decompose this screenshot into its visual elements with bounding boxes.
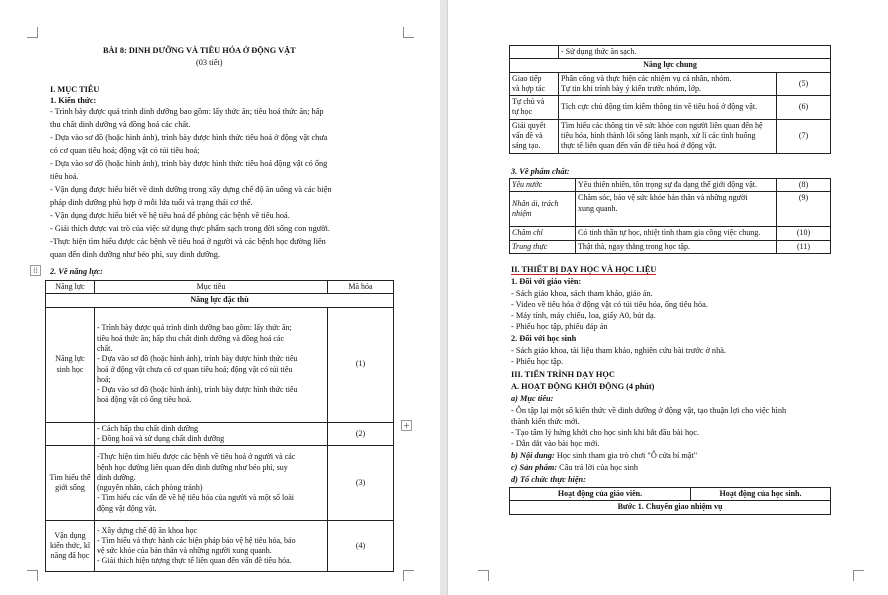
list-item: tiêu hoá. <box>50 172 79 181</box>
table-row <box>510 96 831 120</box>
quality-name <box>510 240 576 253</box>
competency-code: (1) <box>328 307 394 422</box>
text-line: bệnh học đường liên quan đến dinh dưỡng như béo phì, suy <box>97 462 288 472</box>
page-corner-mark <box>853 570 864 581</box>
list-item: - Dựa vào sơ đồ (hoặc hình ảnh), trình bày được hình thức tiêu hoá ở động vật chưa <box>50 133 328 142</box>
competency-name <box>510 72 559 96</box>
competency-goal <box>95 422 328 446</box>
table-section-row: Năng lực đặc thù <box>46 294 394 307</box>
text-line: - Dựa vào sơ đồ (hoặc hình ảnh), trình bày được hình thức tiêu <box>97 385 298 395</box>
competency-name <box>510 96 559 120</box>
competency-code: (3) <box>328 446 394 521</box>
text-line: - Tìm hiểu các vấn đề về hệ tiêu hóa của người và một số loài <box>97 493 295 503</box>
list-item: -Thực hiện tìm hiểu được các bệnh về tiêu hoá ở người và các bệnh học đường liên <box>50 237 326 246</box>
text-line: dinh dưỡng. <box>97 472 136 482</box>
text-line: - Giải thích hiện tượng thực tế liên quan đến vấn đề tiêu hóa. <box>97 556 292 566</box>
text-line: động vật động vật. <box>97 503 157 513</box>
page-corner-mark <box>27 570 38 581</box>
table-header: Năng lực <box>46 281 95 294</box>
text-line: vấn đề và <box>512 131 543 141</box>
activity-heading: A. HOẠT ĐỘNG KHỞI ĐỘNG (4 phút) <box>511 382 655 391</box>
section-heading: II. THIẾT BỊ DẠY HỌC VÀ HỌC LIỆU <box>511 265 657 274</box>
competency-goal <box>95 307 328 422</box>
quality-code: (8) <box>777 179 831 192</box>
competency-name: Năng lực sinh học <box>46 307 95 422</box>
table-section-row: Năng lực chung <box>510 59 831 72</box>
lesson-title: BÀI 8: DINH DƯỠNG VÀ TIÊU HÓA Ở ĐỘNG VẬT <box>103 46 296 55</box>
list-item: - Dựa vào sơ đồ (hoặc hình ảnh), trình bày được hình thức tiêu hoá động vật có ống <box>50 159 328 168</box>
competency-code: (5) <box>777 72 831 96</box>
page-corner-mark <box>403 570 414 581</box>
text-line: Có tinh thần tự học, nhiệt tình tham gia công việc chung. <box>578 228 761 238</box>
text-line: Trung thực <box>512 241 548 251</box>
table-row <box>46 446 394 521</box>
text-line: hoá; <box>97 374 111 384</box>
text-line: Tự tin khi trình bày ý kiến trước nhóm, lớp. <box>561 83 702 93</box>
list-item: thu chất dinh dưỡng và đồng hoá các chất. <box>50 120 191 129</box>
list-item: thành kiến thức mới. <box>511 417 580 426</box>
text-line: thực tế liên quan đến vấn đề tiêu hoá ở động vật. <box>561 141 717 151</box>
competency-goal <box>95 521 328 572</box>
text-line: Tự chủ và <box>512 97 545 107</box>
product-line: c) Sản phẩm: Câu trả lời của học sinh <box>511 463 638 472</box>
text-line: (nguyên nhân, cách phòng tránh) <box>97 483 203 493</box>
list-item: - Máy tính, máy chiếu, loa, giấy A0, bút dạ. <box>511 311 656 320</box>
list-item: có cơ quan tiêu hoá; động vật có túi tiêu hoá; <box>50 146 200 155</box>
text-line: nhiệm <box>512 209 532 219</box>
add-row-handle[interactable]: + <box>401 420 412 431</box>
subsection-heading: 1. Đối với giáo viên: <box>511 277 582 286</box>
text-line: hoá ở động vật chưa có cơ quan tiêu hoá; động vật có túi tiêu <box>97 364 293 374</box>
subsection-heading: 3. Về phẩm chất: <box>511 167 570 176</box>
text-line: - Cách hấp thu chất dinh dưỡng <box>97 423 198 433</box>
list-item: - Vận dụng được hiểu biết về hệ tiêu hoá để phòng các bệnh về tiêu hoá. <box>50 211 290 220</box>
competency-goal <box>559 119 777 153</box>
competency-name: Tìm hiểu thế giới sống <box>46 446 95 521</box>
text-line: Thật thà, ngay thẳng trong học tập. <box>578 241 690 251</box>
competency-name <box>510 119 559 153</box>
quality-code: (9) <box>777 192 831 227</box>
text-line: và hợp tác <box>512 83 546 93</box>
text-line: - Dựa vào sơ đồ (hoặc hình ảnh), trình bày được hình thức tiêu <box>97 354 298 364</box>
table-row <box>510 119 831 153</box>
text-line: chất. <box>97 344 113 353</box>
text-line: -Thực hiện tìm hiểu được các bệnh về tiêu hoá ở người và các <box>97 452 296 462</box>
section-heading: III. TIẾN TRÌNH DẠY HỌC <box>511 370 615 379</box>
text-line: vệ sức khỏe của bản thân và những người xung quanh. <box>97 546 272 556</box>
table-move-handle[interactable]: ⁞⁞ <box>30 265 41 276</box>
quality-goal <box>576 179 777 192</box>
list-item: - Dẫn dắt vào bài học mới. <box>511 439 600 448</box>
text-line: Nhân ái, trách <box>512 199 559 208</box>
text-line: Chăm chỉ <box>512 228 543 238</box>
text-line: hoá động vật có ống tiêu hoá. <box>97 395 192 405</box>
section-heading: I. MỤC TIÊU <box>50 85 100 94</box>
general-competency-table <box>509 45 831 154</box>
page-corner-mark <box>403 27 414 38</box>
list-item: quan đến dinh dưỡng như béo phì, suy dinh dưỡng. <box>50 250 220 259</box>
subsection-heading: 2. Đối với học sinh <box>511 334 577 343</box>
text-line: - Tìm hiểu và thực hành các biện pháp bảo vệ hệ tiêu hóa, bảo <box>97 535 296 545</box>
subsection-heading: 2. Về năng lực: <box>50 267 103 276</box>
subsection-heading: 1. Kiến thức: <box>50 96 97 105</box>
page-gutter <box>440 0 448 595</box>
table-step-row: Bước 1. Chuyển giao nhiệm vụ <box>510 501 831 514</box>
text-line: - Đồng hoá và sử dụng chất dinh dưỡng <box>97 433 225 443</box>
quality-name <box>510 227 576 240</box>
list-item: - Tạo tâm lý hứng khởi cho học sinh khi bắt đầu bài học. <box>511 428 700 437</box>
table-row <box>46 521 394 572</box>
text-line: tiêu hoá thức ăn; hấp thu chất dinh dưỡng và đồng hoá các <box>97 333 285 343</box>
text-line: Tích cực chủ động tìm kiếm thông tin về tiêu hoá ở động vật. <box>561 102 758 112</box>
table-row <box>46 307 394 422</box>
text-line: Yêu thiên nhiên, tôn trọng sự đa dạng thế giới động vật. <box>578 180 757 189</box>
text-line: tự học <box>512 107 533 117</box>
table-row <box>46 422 394 446</box>
text-line: tiêu hóa, hình thành lối sống lành mạnh, xử lí các tình huống <box>561 131 756 141</box>
table-header: Hoạt động của giáo viên. <box>510 488 691 501</box>
table-header: Mục tiêu <box>95 281 328 294</box>
list-item: - Phiếu học tập. <box>511 357 564 366</box>
text-line: sáng tạo. <box>512 141 541 151</box>
competency-goal <box>95 446 328 521</box>
quality-name <box>510 192 576 227</box>
competency-code: (7) <box>777 119 831 153</box>
lesson-subtitle: (03 tiết) <box>196 58 223 67</box>
competency-code: (2) <box>328 422 394 446</box>
text-line: - Trình bày được quá trình dinh dưỡng bao gồm: lấy thức ăn; <box>97 323 292 333</box>
text-line: Tìm hiểu các thông tin về sức khỏe con người liên quan đến hệ <box>561 120 763 130</box>
list-item: - Vận dụng được hiểu biết về dinh dưỡng trong xây dựng chế độ ăn uống và các biện <box>50 185 332 194</box>
quality-name <box>510 179 576 192</box>
table-header: Hoạt động của học sinh. <box>691 488 831 501</box>
quality-code: (10) <box>777 227 831 240</box>
quality-code: (11) <box>777 240 831 253</box>
list-item: - Trình bày được quá trình dinh dưỡng bao gồm: lấy thức ăn; tiêu hoá thức ăn; hấp <box>50 107 324 116</box>
table-row <box>510 192 831 227</box>
page-corner-mark <box>27 27 38 38</box>
quality-table <box>509 178 831 254</box>
table-row <box>510 179 831 192</box>
page-corner-mark <box>478 570 489 581</box>
text-line: Giải quyết <box>512 120 546 130</box>
text-line: Yêu nước <box>512 180 543 189</box>
competency-goal <box>559 72 777 96</box>
quality-goal <box>576 227 777 240</box>
table-header: Mã hóa <box>328 281 394 294</box>
list-item: - Ôn tập lại một số kiến thức về dinh dưỡng ở động vật, tạo thuận lợi cho việc hình <box>511 406 787 415</box>
document-page-left <box>0 0 440 595</box>
text-line: Phân công và thực hiện các nhiệm vụ cá nhân, nhóm. <box>561 73 732 83</box>
competency-code: (6) <box>777 96 831 120</box>
list-item: pháp dinh dưỡng phù hợp ở mỗi lứa tuổi và trạng thái cơ thể. <box>50 198 253 207</box>
list-item: - Video về tiêu hóa ở động vật có túi tiêu hóa, ống tiêu hóa. <box>511 300 708 309</box>
quality-goal <box>576 240 777 253</box>
table-cell: - Sử dụng thức ăn sạch. <box>559 46 831 59</box>
organization-label: d) Tổ chức thực hiện: <box>511 475 586 484</box>
text-line: - Xây dựng chế độ ăn khoa học <box>97 525 198 535</box>
text-line: xung quanh. <box>578 203 618 213</box>
table-row <box>510 240 831 253</box>
list-item: - Sách giáo khoa, tài liệu tham khảo, nghiên cứu bài trước ở nhà. <box>511 346 726 355</box>
list-item: - Sách giáo khoa, sách tham khảo, giáo án. <box>511 289 653 298</box>
activity-table <box>509 487 831 515</box>
text-line: Chăm sóc, bảo vệ sức khỏe bản thân và những người <box>578 193 748 203</box>
competency-code: (4) <box>328 521 394 572</box>
text-line: Giao tiếp <box>512 73 542 83</box>
competency-name: Vận dụng kiến thức, kĩ năng đã học <box>46 521 95 572</box>
competency-name <box>46 422 95 446</box>
list-item: - Phiếu học tập, phiếu đáp án <box>511 322 608 331</box>
quality-goal <box>576 192 777 227</box>
document-page-right <box>448 0 888 595</box>
list-item: - Giải thích được vai trò của việc sử dụng thực phẩm sạch trong đời sống con người. <box>50 224 330 233</box>
goal-label: a) Mục tiêu: <box>511 394 554 403</box>
content-line: b) Nội dung: Học sinh tham gia trò chơi "Ô cửa bí mật" <box>511 451 698 460</box>
competency-table <box>45 280 394 572</box>
table-row <box>510 227 831 240</box>
competency-goal <box>559 96 777 120</box>
table-row <box>510 72 831 96</box>
